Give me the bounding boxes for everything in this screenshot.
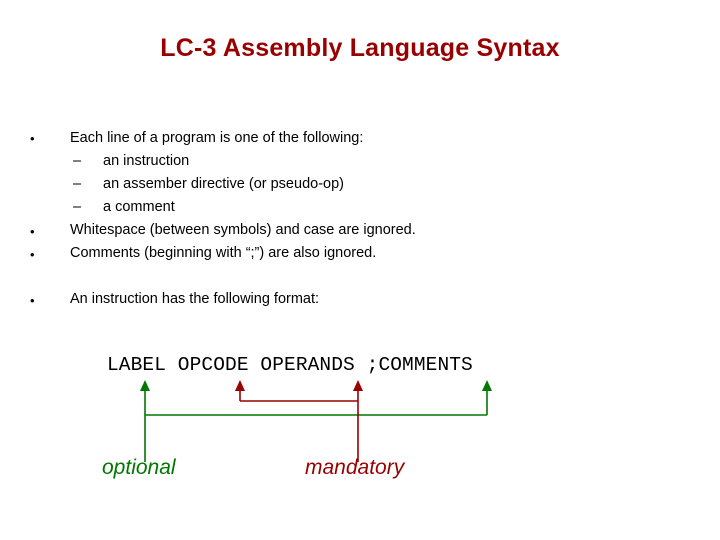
mandatory-label: mandatory bbox=[305, 456, 405, 479]
mandatory-arrow-opcode bbox=[235, 380, 245, 391]
subitem-marker: – bbox=[73, 153, 82, 169]
subitem-marker: – bbox=[73, 176, 82, 192]
slide-title: LC-3 Assembly Language Syntax bbox=[160, 34, 560, 62]
bullet-marker: • bbox=[30, 224, 35, 239]
instruction-format: LABEL OPCODE OPERANDS ;COMMENTS bbox=[107, 354, 473, 376]
bullet-text-program-lines: Each line of a program is one of the following: bbox=[70, 130, 364, 146]
optional-arrow-comments bbox=[482, 380, 492, 391]
optional-arrow-label bbox=[140, 380, 150, 391]
subitem-instruction: an instruction bbox=[103, 153, 190, 169]
bullet-text-format: An instruction has the following format: bbox=[70, 291, 320, 307]
subitem-marker: – bbox=[73, 199, 82, 215]
mandatory-arrow-operands bbox=[353, 380, 363, 391]
bullet-marker: • bbox=[30, 247, 35, 262]
bullet-marker: • bbox=[30, 293, 35, 308]
bullet-text-comments: Comments (beginning with “;”) are also ignored. bbox=[70, 245, 377, 261]
optional-label: optional bbox=[102, 456, 176, 479]
optional-bracket bbox=[140, 380, 492, 462]
bullet-marker: • bbox=[30, 131, 35, 146]
bullet-text-whitespace: Whitespace (between symbols) and case are ignored. bbox=[70, 222, 416, 238]
mandatory-bracket bbox=[235, 380, 363, 462]
subitem-comment: a comment bbox=[103, 199, 175, 215]
subitem-directive: an assember directive (or pseudo-op) bbox=[103, 176, 344, 192]
